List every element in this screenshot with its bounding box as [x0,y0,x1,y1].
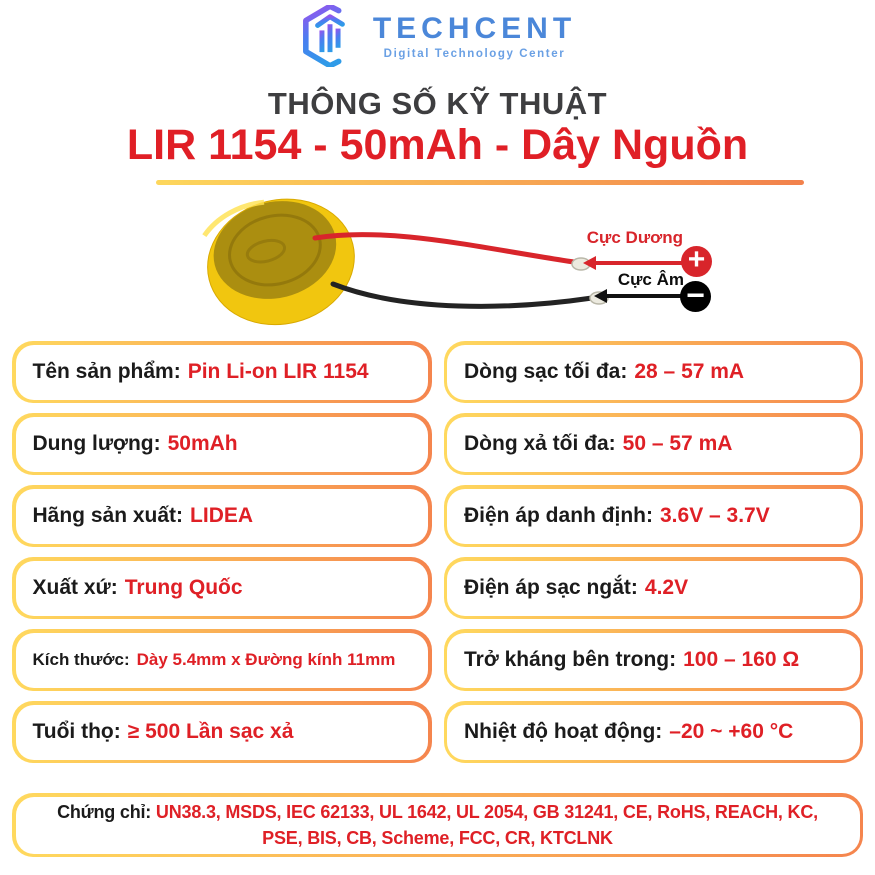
negative-arrow-line [607,294,684,298]
positive-arrow-icon [583,256,596,270]
spec-value: Pin Li-on LIR 1154 [187,360,369,383]
spec-box-internal-resistance [444,629,864,691]
spec-box-cutoff-voltage [444,557,864,619]
battery-figure [150,188,730,340]
spec-box-dimensions [12,629,432,691]
spec-value: Dày 5.4mm x Đường kính 11mm [136,650,396,669]
plus-icon: + [681,246,712,277]
spec-label: Nhiệt độ hoạt động: [464,720,663,743]
positive-terminal-label: Cực Dương [586,228,683,247]
spec-label: Tuổi thọ: [32,720,121,743]
negative-arrow-icon [594,289,607,303]
spec-value: ≥ 500 Lần sạc xả [127,720,294,743]
spec-value: 50 – 57 mA [622,432,733,455]
certifications-box [12,793,863,857]
minus-icon: − [680,281,711,312]
product-title: LIR 1154 - 50mAh - Dây Nguồn [126,121,749,169]
brand-tagline: Digital Technology Center [383,48,566,60]
positive-arrow-line [596,261,684,265]
spec-value: 4.2V [644,576,689,599]
spec-value: –20 ~ +60 °C [669,720,794,743]
certifications-label: Chứng chỉ: [57,801,152,822]
certifications-value: UN38.3, MSDS, IEC 62133, UL 1642, UL 2054, GB 31241, CE, RoHS, REACH, KC, PSE, BIS, CB, Scheme, FCC, CR, KTCLNK [155,801,818,848]
spec-box-origin [12,557,432,619]
spec-box-operating-temperature [444,701,864,763]
spec-box-product-name [12,341,432,403]
spec-label: Dung lượng: [32,432,161,455]
spec-box-manufacturer [12,485,432,547]
spec-box-nominal-voltage [444,485,864,547]
spec-box-capacity [12,413,432,475]
spec-value: 50mAh [167,432,238,455]
spec-label: Dòng xả tối đa: [464,432,616,455]
spec-value: 28 – 57 mA [634,360,745,383]
spec-label: Điện áp sạc ngắt: [464,576,638,599]
spec-value: Trung Quốc [124,576,243,599]
page-title: THÔNG SỐ KỸ THUẬT [267,86,608,121]
brand-text [373,12,576,60]
negative-wire [333,284,592,306]
spec-box-max-discharge-current [444,413,864,475]
spec-label: Xuất xứ: [32,576,118,599]
spec-label: Trở kháng bên trong: [464,648,677,671]
spec-value: LIDEA [190,504,254,527]
spec-value: 3.6V – 3.7V [660,504,770,527]
techcent-logo-icon [299,5,361,67]
brand-name: TECHCENT [372,12,577,45]
brand-header [0,5,875,67]
spec-grid [12,341,863,763]
spec-value: 100 – 160 Ω [683,648,800,671]
spec-box-cycle-life [12,701,432,763]
title-underline [156,180,804,185]
spec-label: Hãng sản xuất: [32,504,184,527]
spec-box-max-charge-current [444,341,864,403]
spec-label: Dòng sạc tối đa: [464,360,628,383]
spec-label: Điện áp danh định: [464,504,653,527]
spec-label: Tên sản phẩm: [32,360,181,383]
negative-terminal-label: Cực Âm [617,270,684,289]
spec-label: Kích thước: [32,650,130,669]
